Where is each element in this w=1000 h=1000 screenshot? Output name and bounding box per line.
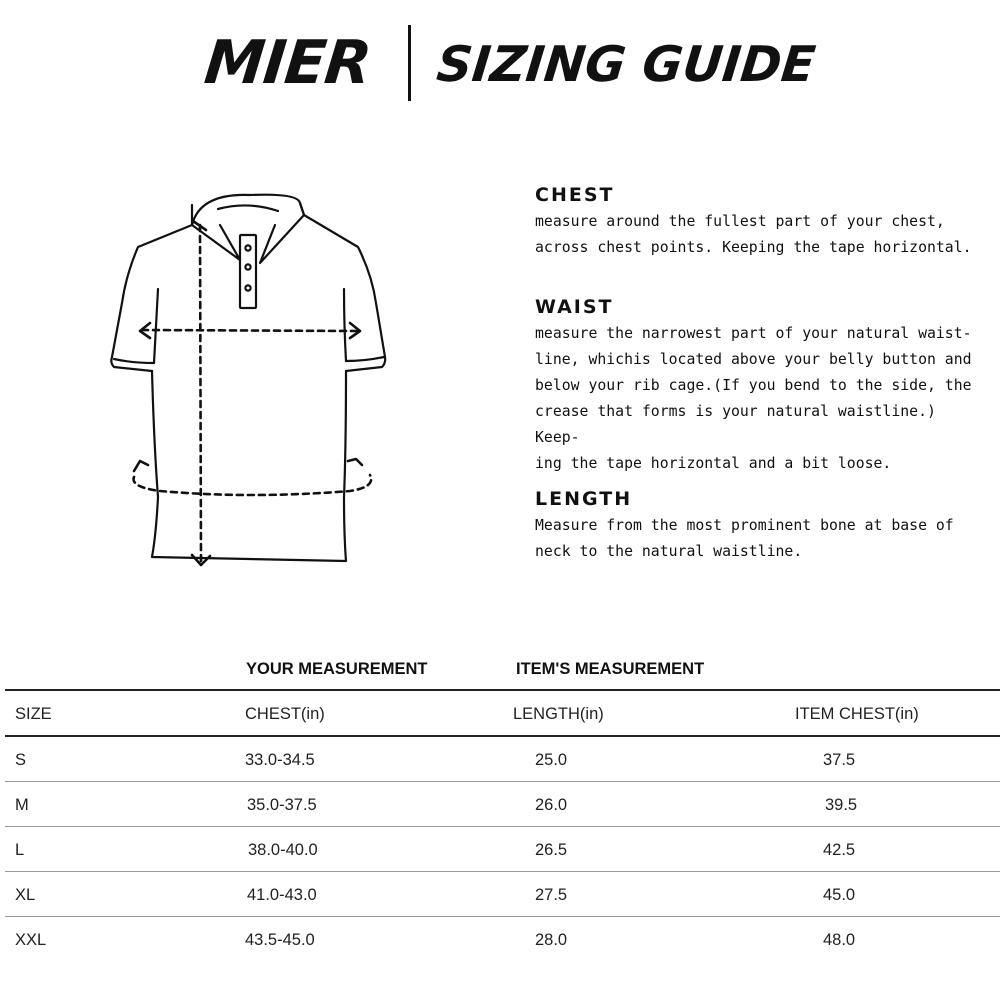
page-title: SIZING GUIDE bbox=[434, 36, 819, 93]
column-header-chest: CHEST(in) bbox=[245, 705, 325, 723]
chest-cell: 38.0-40.0 bbox=[248, 841, 318, 859]
length-cell: 27.5 bbox=[535, 886, 568, 904]
table-header-row bbox=[5, 689, 1000, 737]
item-chest-cell: 45.0 bbox=[823, 886, 856, 904]
waist-description: measure the narrowest part of your natural waist- line, whichis located above your belly button and below your rib cage.(If you bend to the side, the crease that forms is your natural waistline.) Keep- ing the tape horizontal and a bit loose. bbox=[535, 325, 972, 472]
item-chest-cell: 37.5 bbox=[823, 751, 856, 769]
chest-cell: 43.5-45.0 bbox=[245, 931, 315, 949]
item-chest-cell: 48.0 bbox=[823, 931, 856, 949]
length-cell: 26.0 bbox=[535, 796, 568, 814]
chest-description: measure around the fullest part of your chest, across chest points. Keeping the tape horizontal. bbox=[535, 213, 972, 256]
column-header-length: LENGTH(in) bbox=[513, 705, 604, 723]
column-header-item-chest: ITEM CHEST(in) bbox=[795, 705, 919, 723]
size-table bbox=[5, 689, 1000, 961]
size-cell: S bbox=[15, 751, 27, 769]
waist-section bbox=[535, 295, 985, 477]
length-section bbox=[535, 487, 985, 565]
table-row bbox=[5, 872, 1000, 917]
chest-cell: 35.0-37.5 bbox=[247, 796, 317, 814]
chest-cell: 33.0-34.5 bbox=[245, 751, 315, 769]
length-description: Measure from the most prominent bone at base of neck to the natural waistline. bbox=[535, 517, 954, 560]
column-header-size: SIZE bbox=[15, 705, 52, 723]
your-measurement-header: YOUR MEASUREMENT bbox=[246, 660, 428, 678]
title-divider bbox=[408, 25, 411, 101]
length-cell: 25.0 bbox=[535, 751, 568, 769]
brand-logo: MIER bbox=[201, 28, 374, 98]
size-cell: XL bbox=[15, 886, 36, 904]
item-measurement-header: ITEM'S MEASUREMENT bbox=[516, 660, 705, 678]
chest-heading: CHEST bbox=[535, 184, 615, 206]
length-heading: LENGTH bbox=[535, 488, 633, 510]
item-chest-cell: 42.5 bbox=[823, 841, 856, 859]
size-cell: L bbox=[15, 841, 25, 859]
table-row bbox=[5, 917, 1000, 961]
waist-heading: WAIST bbox=[535, 296, 614, 318]
length-cell: 26.5 bbox=[535, 841, 568, 859]
table-row bbox=[5, 782, 1000, 827]
table-row bbox=[5, 737, 1000, 782]
chest-section bbox=[535, 183, 985, 261]
table-row bbox=[5, 827, 1000, 872]
item-chest-cell: 39.5 bbox=[825, 796, 858, 814]
polo-shirt-illustration bbox=[100, 185, 400, 585]
size-cell: XXL bbox=[15, 931, 47, 949]
size-cell: M bbox=[15, 796, 29, 814]
length-cell: 28.0 bbox=[535, 931, 568, 949]
chest-cell: 41.0-43.0 bbox=[247, 886, 317, 904]
